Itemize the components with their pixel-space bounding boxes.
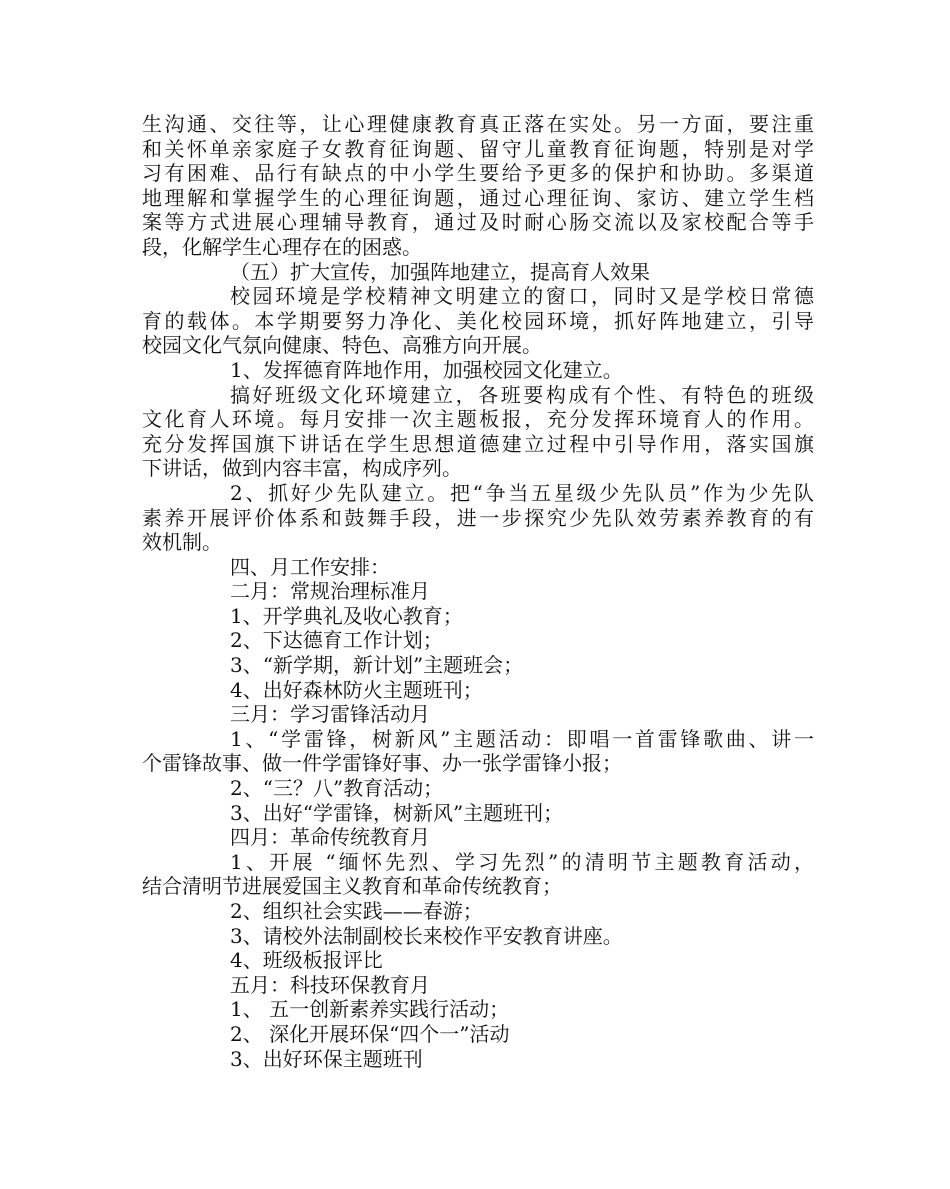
text-line: 育的载体。本学期要努力净化、美化校园环境，抓好阵地建立，引导 (142, 308, 814, 333)
text-line: 效机制。 (142, 530, 222, 555)
text-line: 4、班级板报评比 (230, 948, 383, 973)
text-line: 校园环境是学校精神文明建立的窗口，同时又是学校日常德 (230, 284, 814, 309)
text-line: 结合清明节进展爱国主义教育和革命传统教育； (142, 874, 562, 899)
text-line: 文化育人环境。每月安排一次主题板报，充分发挥环境育人的作用。 (142, 407, 814, 432)
text-line: 1、开展 “缅怀先烈、学习先烈”的清明节主题教育活动， (230, 849, 814, 874)
text-line: （五）扩大宣传，加强阵地建立，提高育人效果 (230, 259, 650, 284)
text-line: 1、 五一创新素养实践行活动； (230, 997, 510, 1022)
text-line: 习有困难、品行有缺点的中小学生要给予更多的保护和协助。多渠道 (142, 161, 814, 186)
text-line: 二月：常规治理标准月 (230, 579, 430, 604)
text-line: 五月：科技环保教育月 (230, 972, 430, 997)
text-line: 3、请校外法制副校长来校作平安教育讲座。 (230, 923, 623, 948)
text-line: 3、出好“学雷锋，树新风”主题班刊； (230, 800, 564, 825)
text-line: 四月：革命传统教育月 (230, 825, 430, 850)
text-line: 搞好班级文化环境建立，各班要构成有个性、有特色的班级 (230, 382, 814, 407)
text-line: 1、发挥德育阵地作用，加强校园文化建立。 (230, 357, 623, 382)
text-line: 2、 深化开展环保“四个一”活动 (230, 1021, 510, 1046)
text-line: 地理解和掌握学生的心理征询题，通过心理征询、家访、建立学生档 (142, 185, 814, 210)
text-line: 生沟通、交往等，让心理健康教育真正落在实处。另一方面，要注重 (142, 112, 814, 136)
text-line: 1、开学典礼及收心教育； (230, 603, 463, 628)
text-line: 三月：学习雷锋活动月 (230, 702, 430, 727)
text-line: 段，化解学生心理存在的困惑。 (142, 234, 422, 259)
text-line: 1、“学雷锋，树新风”主题活动：即唱一首雷锋歌曲、讲一 (230, 726, 814, 751)
text-line: 个雷锋故事、做一件学雷锋好事、办一张学雷锋小报； (142, 751, 622, 776)
text-line: 校园文化气氛向健康、特色、高雅方向开展。 (142, 333, 542, 358)
text-line: 素养开展评价体系和鼓舞手段，进一步探究少先队效劳素养教育的有 (142, 505, 814, 530)
text-line: 案等方式进展心理辅导教育，通过及时耐心肠交流以及家校配合等手 (142, 210, 814, 235)
text-line: 2、“三？八”教育活动； (230, 776, 444, 801)
text-line: 2、抓好少先队建立。把“争当五星级少先队员”作为少先队 (230, 480, 814, 505)
text-line: 充分发挥国旗下讲话在学生思想道德建立过程中引导作用，落实国旗 (142, 431, 814, 456)
text-line: 2、组织社会实践——春游； (230, 899, 483, 923)
text-line: 四、月工作安排： (230, 554, 390, 579)
body-text (142, 112, 814, 1071)
text-line: 和关怀单亲家庭子女教育征询题、留守儿童教育征询题，特别是对学 (142, 136, 814, 161)
text-line: 下讲话，做到内容丰富，构成序列。 (142, 456, 462, 481)
text-line: 3、出好环保主题班刊 (230, 1046, 423, 1071)
text-line: 2、下达德育工作计划； (230, 628, 443, 653)
text-line: 4、出好森林防火主题班刊； (230, 677, 483, 702)
text-line: 3、“新学期，新计划”主题班会； (230, 653, 524, 678)
